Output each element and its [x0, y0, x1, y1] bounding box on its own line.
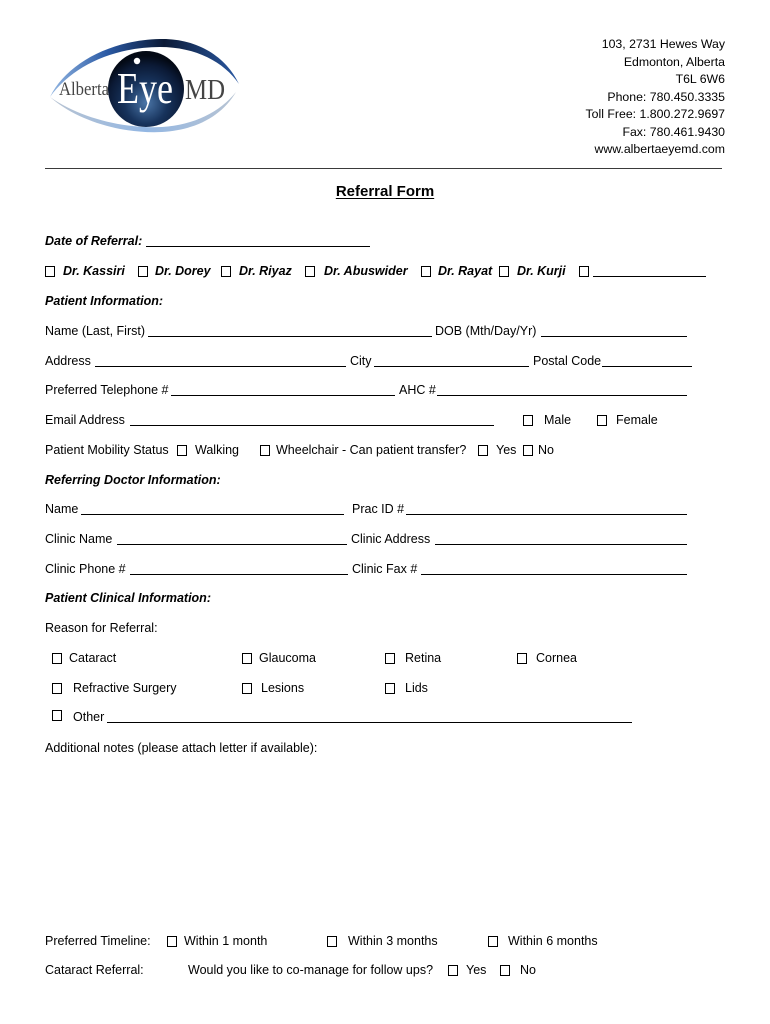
dr-dorey-label: Dr. Dorey: [155, 264, 211, 278]
walking-label: Walking: [195, 443, 239, 457]
wheelchair-label: Wheelchair - Can patient transfer?: [276, 443, 467, 457]
form-title-text: Referral Form: [335, 183, 435, 200]
referring-doctor-name-row: [0, 501, 770, 517]
male-checkbox[interactable]: [523, 415, 533, 426]
preferred-timeline-label: Preferred Timeline:: [45, 934, 151, 948]
patient-phone-ahc-row: [0, 382, 770, 398]
clinic-address-block: [586, 36, 725, 159]
co-manage-yes-label: Yes: [466, 963, 487, 977]
other-reason-checkbox[interactable]: [52, 710, 62, 721]
transfer-no-checkbox[interactable]: [523, 445, 533, 456]
within-1-month-checkbox[interactable]: [167, 936, 177, 947]
clinic-name-address-row: [0, 531, 770, 547]
clinical-info-heading-row: [0, 590, 770, 606]
postal-code-label: Postal Code: [533, 354, 602, 368]
refractive-surgery-checkbox[interactable]: [52, 683, 62, 694]
wheelchair-checkbox[interactable]: [260, 445, 270, 456]
dr-dorey-checkbox[interactable]: [138, 266, 148, 277]
glaucoma-checkbox[interactable]: [242, 653, 252, 664]
reason-other-row: [0, 709, 770, 725]
referral-date-row: [0, 233, 770, 249]
lesions-label: Lesions: [261, 681, 305, 695]
clinic-fax-field[interactable]: [421, 561, 687, 575]
ahc-label: AHC #: [399, 383, 436, 397]
other-doctor-checkbox[interactable]: [579, 266, 589, 277]
patient-mobility-row: [0, 442, 770, 458]
ahc-field[interactable]: [437, 382, 687, 396]
address-city: Edmonton, Alberta: [623, 54, 725, 69]
doctor-name-label: Name: [45, 502, 79, 516]
transfer-yes-label: Yes: [496, 443, 517, 457]
referring-doctor-heading: Referring Doctor Information:: [45, 473, 221, 487]
additional-notes-area[interactable]: [45, 762, 725, 922]
cataract-referral-row: [0, 962, 770, 978]
cataract-referral-label: Cataract Referral:: [45, 963, 144, 977]
clinic-name-label: Clinic Name: [45, 532, 113, 546]
transfer-yes-checkbox[interactable]: [478, 445, 488, 456]
additional-notes-label: Additional notes (please attach letter if available):: [45, 741, 318, 755]
clinic-address-label: Clinic Address: [351, 532, 431, 546]
additional-notes-row: [0, 740, 770, 756]
reasons-row-2: [0, 680, 770, 696]
within-1-month-label: Within 1 month: [184, 934, 268, 948]
reason-for-referral-label: Reason for Referral:: [45, 621, 158, 635]
clinic-phone-label: Clinic Phone #: [45, 562, 126, 576]
dob-field[interactable]: [541, 323, 687, 337]
telephone-field[interactable]: [171, 382, 395, 396]
alberta-eye-md-logo: [40, 30, 250, 142]
reason-for-referral-row: [0, 620, 770, 636]
patient-info-heading: Patient Information:: [45, 294, 164, 308]
city-field[interactable]: [374, 353, 529, 367]
dr-rayat-label: Dr. Rayat: [438, 264, 493, 278]
address-street: 103, 2731 Hewes Way: [601, 37, 725, 51]
dr-riyaz-checkbox[interactable]: [221, 266, 231, 277]
telephone-label: Preferred Telephone #: [45, 383, 169, 397]
co-manage-no-checkbox[interactable]: [500, 965, 510, 976]
lids-checkbox[interactable]: [385, 683, 395, 694]
co-manage-question: Would you like to co-manage for follow ups?: [188, 963, 434, 977]
referral-date-field[interactable]: [146, 233, 370, 247]
address-postal-code: T6L 6W6: [675, 72, 725, 86]
patient-info-heading-row: [0, 293, 770, 309]
within-3-months-label: Within 3 months: [348, 934, 438, 948]
prac-id-label: Prac ID #: [352, 502, 405, 516]
prac-id-field[interactable]: [406, 501, 687, 515]
lids-label: Lids: [405, 681, 428, 695]
reasons-row-1: [0, 650, 770, 666]
patient-name-field[interactable]: [148, 323, 432, 337]
logo-word-alberta: Alberta: [59, 79, 110, 100]
dr-abuswider-label: Dr. Abuswider: [324, 264, 408, 278]
referring-doctor-heading-row: [0, 472, 770, 488]
refractive-surgery-label: Refractive Surgery: [73, 681, 177, 695]
cataract-label: Cataract: [69, 651, 117, 665]
dr-kurji-label: Dr. Kurji: [517, 264, 566, 278]
doctor-name-field[interactable]: [81, 501, 344, 515]
female-checkbox[interactable]: [597, 415, 607, 426]
dr-riyaz-label: Dr. Riyaz: [239, 264, 292, 278]
male-label: Male: [544, 413, 572, 427]
co-manage-yes-checkbox[interactable]: [448, 965, 458, 976]
dr-kassiri-checkbox[interactable]: [45, 266, 55, 277]
email-field[interactable]: [130, 412, 494, 426]
patient-name-dob-row: [0, 323, 770, 339]
co-manage-no-label: No: [520, 963, 536, 977]
doctor-selection-row: [0, 263, 770, 279]
lesions-checkbox[interactable]: [242, 683, 252, 694]
header-divider: [45, 168, 722, 169]
preferred-timeline-row: [0, 933, 770, 949]
cornea-label: Cornea: [536, 651, 577, 665]
email-label: Email Address: [45, 413, 125, 427]
clinic-phone-field[interactable]: [130, 561, 348, 575]
within-6-months-label: Within 6 months: [508, 934, 598, 948]
dr-kassiri-label: Dr. Kassiri: [63, 264, 125, 278]
logo-word-eye: Eye: [117, 64, 173, 113]
city-label: City: [350, 354, 372, 368]
mobility-label: Patient Mobility Status: [45, 443, 169, 457]
logo-word-md: MD: [185, 74, 225, 106]
website-link[interactable]: www.albertaeyemd.com: [594, 142, 725, 156]
dr-rayat-checkbox[interactable]: [421, 266, 431, 277]
other-reason-label: Other: [73, 710, 105, 724]
referral-date-label: Date of Referral:: [45, 234, 143, 248]
glaucoma-label: Glaucoma: [259, 651, 316, 665]
clinic-address-field[interactable]: [435, 531, 687, 545]
postal-code-field[interactable]: [602, 353, 692, 367]
patient-name-label: Name (Last, First): [45, 324, 146, 338]
patient-email-sex-row: [0, 412, 770, 428]
dr-abuswider-checkbox[interactable]: [305, 266, 315, 277]
form-title: [0, 183, 770, 201]
other-reason-field[interactable]: [107, 709, 632, 723]
clinical-info-heading: Patient Clinical Information:: [45, 591, 211, 605]
within-3-months-checkbox[interactable]: [327, 936, 337, 947]
clinic-fax-label: Clinic Fax #: [352, 562, 418, 576]
phone-number: Phone: 780.450.3335: [607, 89, 725, 104]
dob-label: DOB (Mth/Day/Yr): [435, 324, 537, 338]
retina-checkbox[interactable]: [385, 653, 395, 664]
clinic-phone-fax-row: [0, 561, 770, 577]
clinic-name-field[interactable]: [117, 531, 347, 545]
transfer-no-label: No: [538, 443, 554, 457]
patient-address-row: [0, 353, 770, 369]
cataract-checkbox[interactable]: [52, 653, 62, 664]
cornea-checkbox[interactable]: [517, 653, 527, 664]
within-6-months-checkbox[interactable]: [488, 936, 498, 947]
walking-checkbox[interactable]: [177, 445, 187, 456]
address-label: Address: [45, 354, 91, 368]
female-label: Female: [616, 413, 658, 427]
other-doctor-field[interactable]: [593, 263, 706, 277]
toll-free-number: Toll Free: 1.800.272.9697: [585, 107, 725, 121]
fax-number: Fax: 780.461.9430: [622, 124, 725, 139]
address-field[interactable]: [95, 353, 346, 367]
dr-kurji-checkbox[interactable]: [499, 266, 509, 277]
retina-label: Retina: [405, 651, 442, 665]
